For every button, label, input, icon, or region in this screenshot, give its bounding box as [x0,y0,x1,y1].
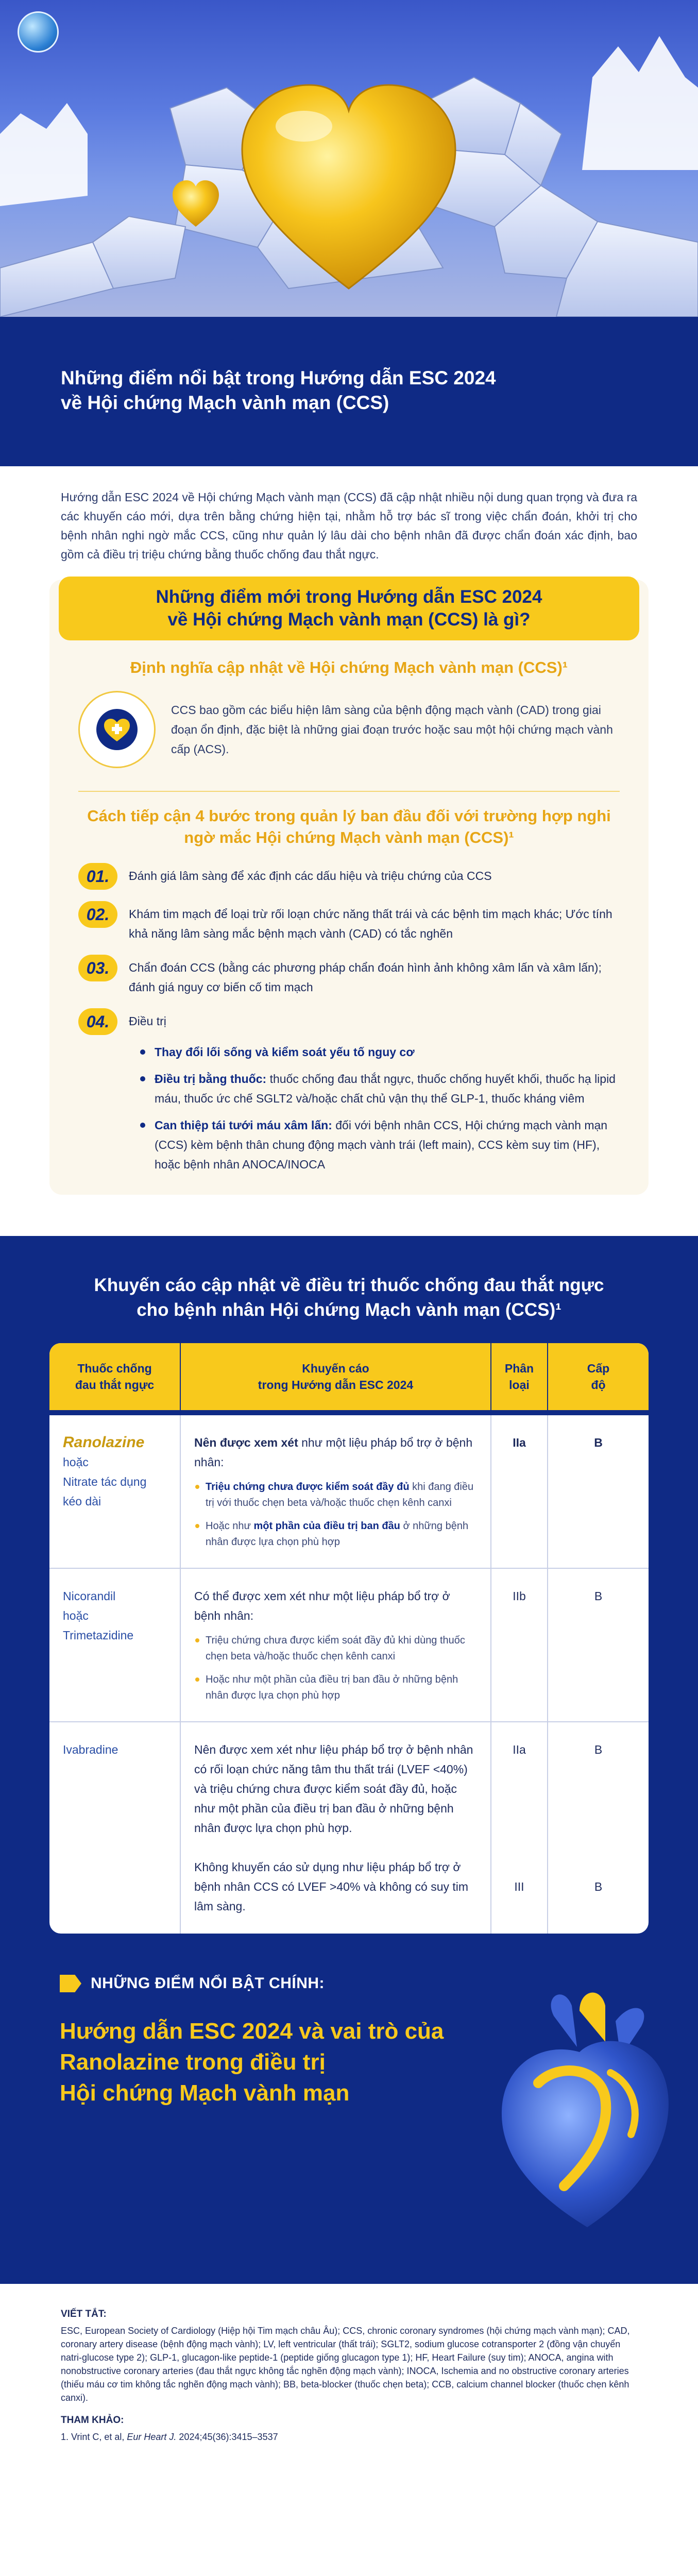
level-cell [548,1569,649,1721]
whats-new-card [49,580,649,1195]
definition-title: Định nghĩa cập nhật về Hội chứng Mạch vành mạn (CCS)¹ [130,658,568,676]
recommendation-cell [181,1415,491,1568]
drug-name: Ivabradine [63,1743,118,1756]
steps-list [78,863,620,1174]
drug-or: hoặc [63,1455,89,1469]
treatment-item-text: thuốc chống đau thắt ngực, thuốc chống huyết khối, thuốc hạ lipid máu, thuốc ức chế SGLT2 và/hoặc chất chủ vận thụ thể GLP-1, thuốc kháng viêm [155,1072,616,1105]
header-text: Phân [504,1362,534,1375]
class-value: IIa [513,1743,526,1756]
header-drug [49,1343,181,1410]
class-cell [491,1569,548,1721]
title-band [0,317,698,466]
class-value: IIb [513,1589,526,1603]
step-item [78,901,620,943]
highlight-tag-text: NHỮNG ĐIỂM NỔI BẬT CHÍNH: [91,1975,325,1992]
class-cell [491,1722,548,1934]
treatment-item [140,1069,620,1108]
step-item [78,955,620,997]
table-header [49,1343,649,1410]
recommendation-bullets [194,1479,477,1550]
reference-item [61,2430,637,2444]
hero-banner [0,0,698,317]
drug-cell [49,1569,181,1721]
arrow-icon [60,1975,81,1992]
treatment-list [140,1042,620,1174]
level-cell [548,1722,649,1934]
table-row [49,1722,649,1934]
step-text: Khám tim mạch để loại trừ rối loạn chức năng thất trái và các bệnh tim mạch khác; Ước tính khả năng lâm sàng mắc bệnh mạch vành (CAD) có tắc nghẽn [129,907,612,940]
class-value: III [514,1880,524,1893]
drug-alt: Nitrate tác dụng kéo dài [63,1475,147,1508]
drug-alt: Trimetazidine [63,1629,134,1642]
recommendation-text: Không khuyến cáo sử dụng như liệu pháp bổ trợ ở bệnh nhân CCS có LVEF >40% và không có suy tim lâm sàng. [194,1860,469,1913]
treatment-item [140,1115,620,1174]
header-text: Cấp [587,1362,610,1375]
card-divider [78,791,620,792]
recommendations-heading [49,1273,649,1323]
recommendation-text: Có thể được xem xét như một liệu pháp bổ trợ ở bệnh nhân: [194,1589,450,1622]
recommendation-cell [181,1569,491,1721]
key-highlights [49,1934,649,2243]
drug-cell [49,1722,181,1934]
treatment-item-bold: Can thiệp tái tưới máu xâm lấn: [155,1118,332,1132]
treatment-item-bold: Điều trị bằng thuốc: [155,1072,267,1086]
treatment-item-bold: Thay đổi lối sống và kiểm soát yếu tố nguy cơ [155,1045,415,1059]
treatment-item [140,1042,620,1062]
step-item [78,863,620,890]
abbreviations-text: ESC, European Society of Cardiology (Hiệp hội Tim mạch châu Âu); CCS, chronic coronary syndromes (hội chứng mạch vành mạn); CAD, coronary artery disease (bệnh động mạch vành); LV, left ventricular (thất trái); SGLT2, sodium glucose cotransporter 2 (đồng vận chuyển natri-glucose type 2); GLP-1, glucagon-like peptide-1 (peptide giống glucagon type 1); HF, Heart Failure (suy tim); ANOCA, angina with nonobstructive coronary arteries (đau thắt ngực không tắc nghẽn động mạch vành); INOCA, Ischemia and no obstructive coronary arteries (thiếu máu cơ tim không tắc nghẽn động mạch vành); BB, beta-blocker (thuốc chẹn beta); CCB, calcium channel blocker (thuốc chẹn kênh canxi). [61,2326,630,2403]
drug-cell [49,1415,181,1568]
header-text: Thuốc chống [77,1362,152,1375]
drug-name: Nicorandil [63,1589,116,1603]
step-item [78,1008,620,1035]
bullet-bold: một phần của điều trị ban đầu [253,1520,400,1532]
header-class [491,1343,548,1410]
highlight-tag [60,1975,325,1992]
card-heading-line-2: về Hội chứng Mạch vành mạn (CCS) là gì? [167,609,531,630]
recommendations-table [49,1343,649,1934]
level-value: B [594,1743,603,1756]
recommendation-bullet: Triệu chứng chưa được kiểm soát đầy đủ khi dùng thuốc chẹn beta và/hoặc thuốc chẹn kênh canxi [194,1633,477,1665]
recommendations-heading-line-2: cho bệnh nhân Hội chứng Mạch vành mạn (CCS)¹ [137,1300,561,1320]
recommendations-heading-line-1: Khuyến cáo cập nhật về điều trị thuốc chống đau thắt ngực [94,1275,604,1295]
header-text: độ [591,1378,606,1392]
reference-text: 1. Vrint C, et al, [61,2432,127,2442]
level-value: B [594,1436,603,1449]
references-title: THAM KHẢO: [61,2415,124,2426]
header-text: trong Hướng dẫn ESC 2024 [258,1378,414,1392]
step-number: 03. [78,955,117,981]
step-number: 04. [78,1008,117,1035]
definition-row [78,691,620,768]
hero-heart-illustration [0,0,698,317]
recommendation-bullets [194,1633,477,1704]
card-heading-line-1: Những điểm mới trong Hướng dẫn ESC 2024 [156,587,542,607]
header-text: Khuyến cáo [302,1362,369,1375]
globe-logo-icon [18,11,59,53]
page-title [61,366,637,415]
highlight-title-line: Ranolazine trong điều trị [60,2049,326,2075]
card-header [59,577,639,640]
highlight-title-line: Hướng dẫn ESC 2024 và vai trò của [60,2019,444,2044]
recommendation-text: như một liệu pháp bổ trợ ở bệnh nhân: [194,1436,473,1469]
recommendation-cell [181,1722,491,1934]
recommendation-bold: Nên được xem xét [194,1436,298,1449]
drug-name: Ranolazine [63,1434,145,1451]
bullet-text: Hoặc như [206,1520,254,1532]
level-value: B [594,1880,603,1893]
class-cell [491,1415,548,1568]
intro-paragraph: Hướng dẫn ESC 2024 về Hội chứng Mạch vành mạn (CCS) đã cập nhật nhiều nội dung quan trọng và đưa ra các khuyến cáo mới, dựa trên bằng chứng hiện tại, nhằm hỗ trợ bác sĩ trong việc chẩn đoán, khởi trị cho bệnh nhân nghi ngờ mắc CCS, cũng như quản lý lâu dài cho bệnh nhân đã được chẩn đoán xác định, bao gồm cả điều trị triệu chứng bằng thuốc chống đau thắt ngực. [61,490,637,561]
approach-title: Cách tiếp cận 4 bước trong quản lý ban đầu đối với trường hợp nghi ngờ mắc Hội chứng Mạch vành mạn (CCS)¹ [87,807,611,846]
anatomical-heart-icon [476,1980,698,2238]
step-text: Đánh giá lâm sàng để xác định các dấu hiệu và triệu chứng của CCS [129,869,492,883]
bullet-bold: Triệu chứng chưa được kiểm soát đầy đủ [206,1481,410,1493]
recommendation-bullet: Hoặc như một phần của điều trị ban đầu ở những bệnh nhân được lựa chọn phù hợp [194,1672,477,1704]
footnotes [0,2284,698,2444]
step-text: Chẩn đoán CCS (bằng các phương pháp chẩn đoán hình ảnh không xâm lấn và xâm lấn); đánh giá nguy cơ biến cố tim mạch [129,961,602,994]
header-separator [49,1410,649,1415]
highlight-title-line: Hội chứng Mạch vành mạn [60,2080,350,2106]
header-text: đau thắt ngực [75,1378,155,1392]
recommendation-bullet [194,1479,477,1511]
highlight-title [60,2016,451,2109]
table-row [49,1569,649,1722]
title-line-1: Những điểm nổi bật trong Hướng dẫn ESC 2024 [61,367,496,388]
step-number: 01. [78,863,117,890]
class-value: IIa [513,1436,526,1449]
recommendation-bullet [194,1518,477,1550]
table-row [49,1415,649,1569]
bullet-text: ở những bệnh nhân được lựa chọn phù hợp [206,1520,469,1548]
title-line-2: về Hội chứng Mạch vành mạn (CCS) [61,392,389,413]
level-cell [548,1415,649,1568]
step-text: Điều trị [129,1014,166,1028]
recommendations-section [0,1236,698,2284]
header-text: loại [509,1378,530,1392]
header-recommendation [181,1343,491,1410]
recommendation-text: Nên được xem xét như liệu pháp bổ trợ ở bệnh nhân có rối loạn chức năng tâm thu thất trái (LVEF <40%) và triệu chứng chưa được kiểm soát đầy đủ, hoặc như một phần của điều trị ban đầu ở những bệnh nhân được lựa chọn phù hợp. [194,1743,473,1835]
reference-journal: Eur Heart J. [127,2432,177,2442]
level-value: B [594,1589,603,1603]
heart-plus-icon [78,691,156,768]
definition-text: CCS bao gồm các biểu hiện lâm sàng của bệnh động mạch vành (CAD) trong giai đoạn ổn định, đặc biệt là những giai đoạn trước hoặc sau một hội chứng mạch vành cấp (ACS). [171,703,613,756]
drug-or: hoặc [63,1609,89,1622]
bullet-text: khi đang điều trị với thuốc chẹn beta và/hoặc thuốc chẹn kênh canxi [206,1481,474,1509]
header-level [548,1343,649,1410]
treatment-item-text: đối với bệnh nhân CCS, Hội chứng mạch vành mạn (CCS) kèm bệnh thân chung động mạch vành trái (left main), CCS kèm suy tim (HF), hoặc bệnh nhân ANOCA/INOCA [155,1118,608,1171]
step-number: 02. [78,901,117,928]
abbreviations-title: VIẾT TẮT: [61,2309,107,2319]
card-heading [156,586,542,631]
reference-text: 2024;45(36):3415–3537 [176,2432,278,2442]
